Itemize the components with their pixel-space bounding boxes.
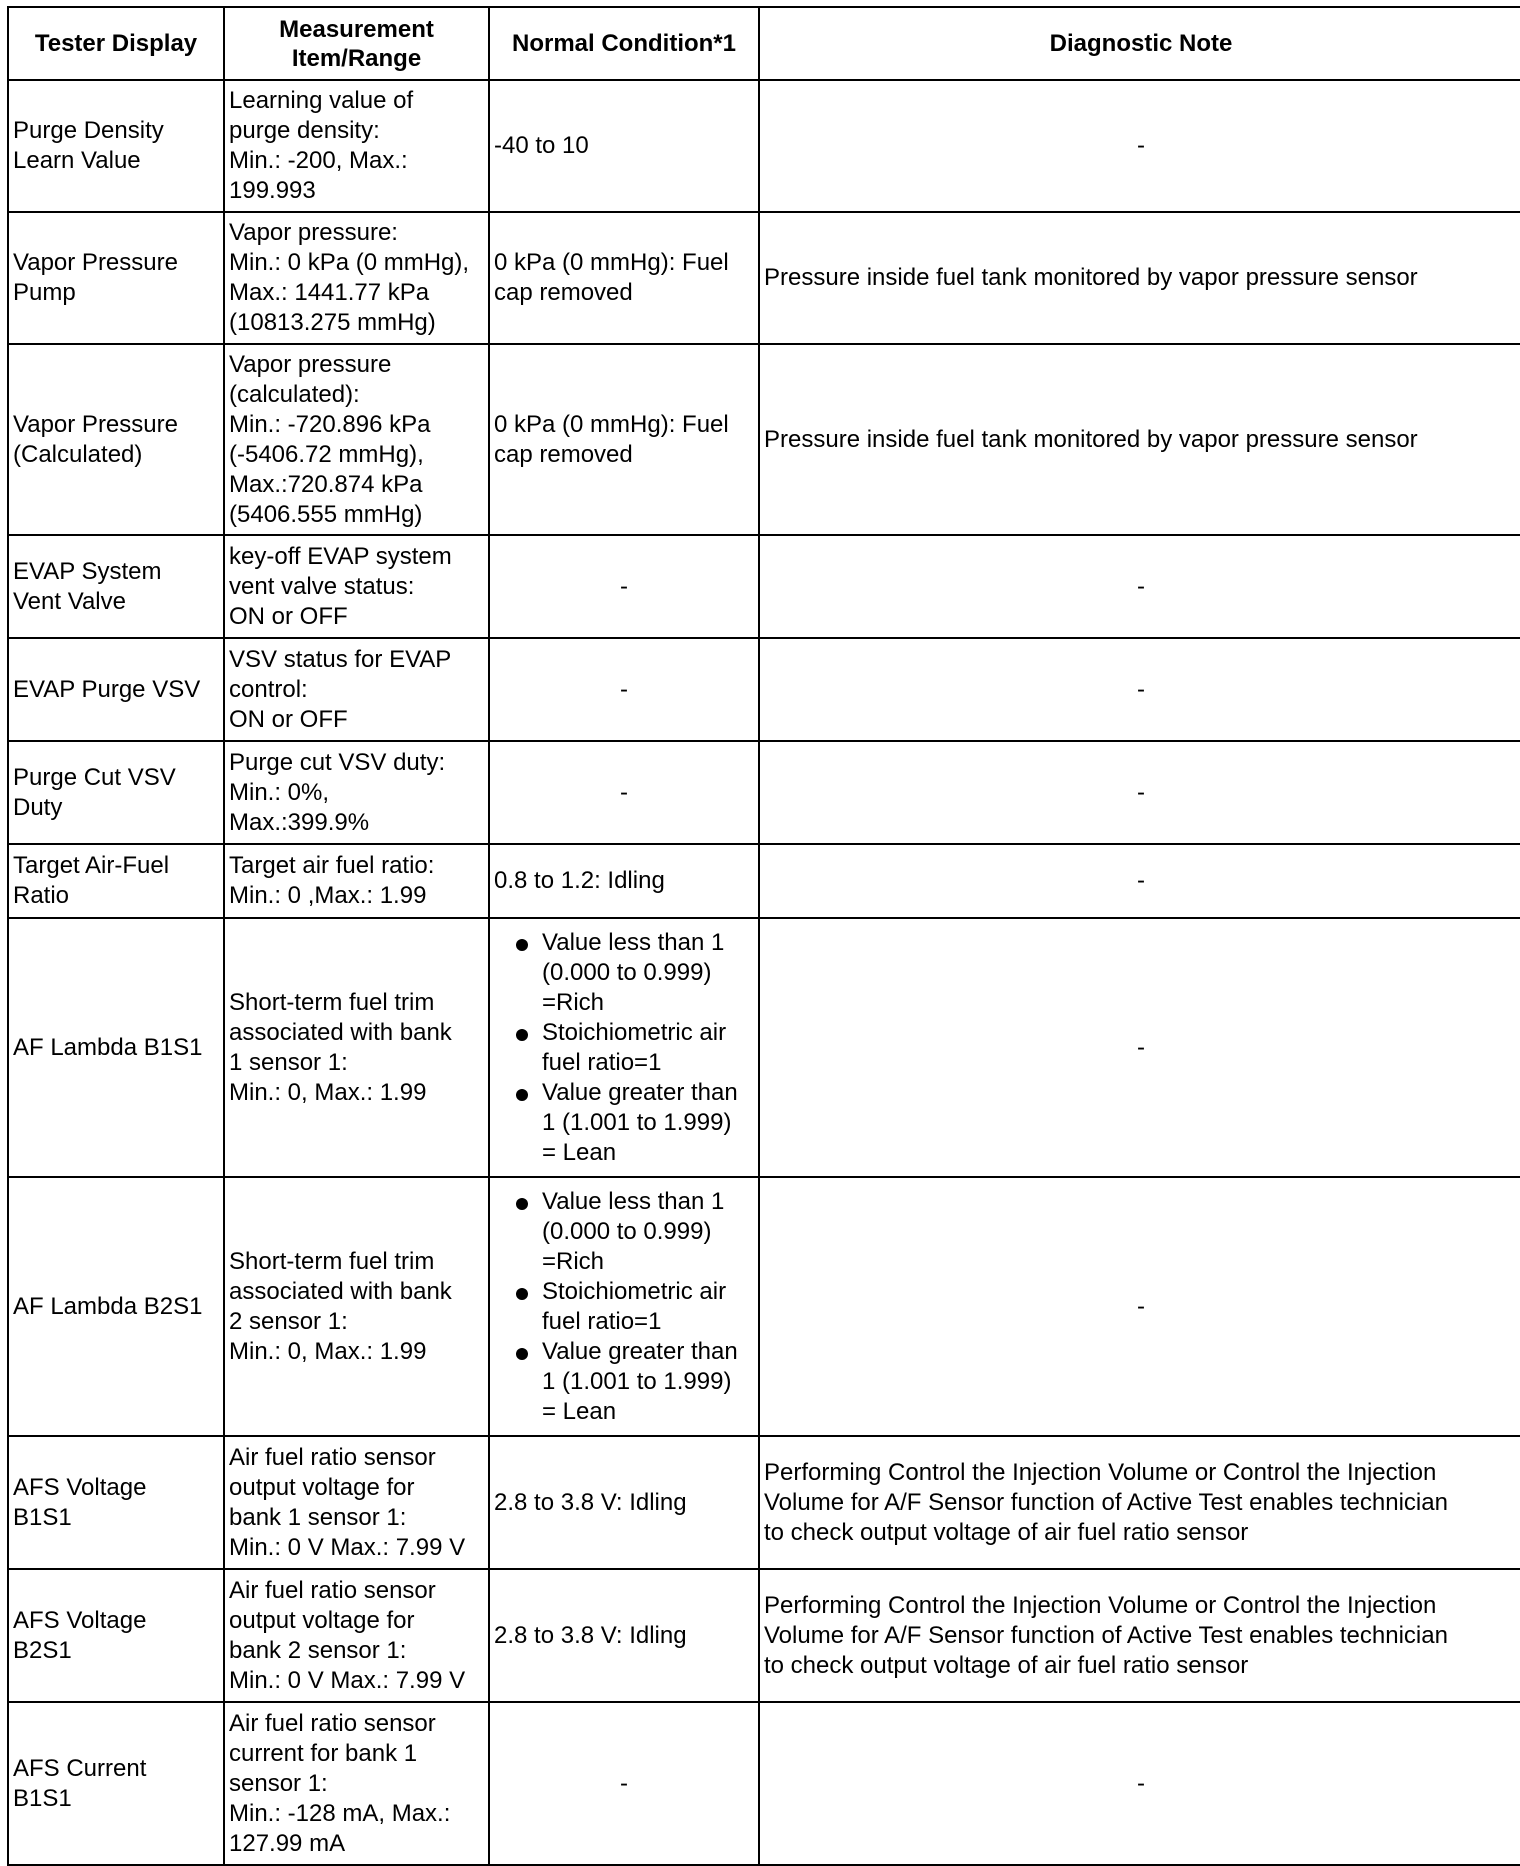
- diagnostic-note-cell: -: [759, 918, 1520, 1177]
- list-item: Value less than 1 (0.000 to 0.999) =Rich: [494, 1187, 754, 1277]
- normal-condition-cell: 2.8 to 3.8 V: Idling: [489, 1436, 759, 1569]
- measurement-cell: Short-term fuel trim associated with bank 1 sensor 1: Min.: 0, Max.: 1.99: [224, 918, 489, 1177]
- table-row: [8, 1436, 1520, 1569]
- measurement-cell: Vapor pressure: Min.: 0 kPa (0 mmHg), Max.: 1441.77 kPa (10813.275 mmHg): [224, 212, 489, 344]
- measurement-cell: Air fuel ratio sensor output voltage for bank 1 sensor 1: Min.: 0 V Max.: 7.99 V: [224, 1436, 489, 1569]
- header-row: [8, 7, 1520, 80]
- diagnostic-note-cell: -: [759, 638, 1520, 741]
- normal-condition-cell: [489, 1177, 759, 1436]
- diagnostic-note-cell: -: [759, 1702, 1520, 1865]
- diagnostic-note-cell: Performing Control the Injection Volume or Control the Injection Volume for A/F Sensor function of Active Test enables technician to check output voltage of air fuel ratio sensor: [759, 1569, 1520, 1702]
- table-row: [8, 212, 1520, 344]
- normal-condition-cell: 2.8 to 3.8 V: Idling: [489, 1569, 759, 1702]
- tester-display-cell: Target Air-Fuel Ratio: [8, 844, 224, 918]
- tester-display-cell: AFS Voltage B2S1: [8, 1569, 224, 1702]
- measurement-cell: VSV status for EVAP control: ON or OFF: [224, 638, 489, 741]
- diagnostic-note-cell: Pressure inside fuel tank monitored by vapor pressure sensor: [759, 212, 1520, 344]
- header-diagnostic-note: Diagnostic Note: [759, 7, 1520, 80]
- tester-display-cell: EVAP Purge VSV: [8, 638, 224, 741]
- table-row: [8, 844, 1520, 918]
- tester-display-cell: AF Lambda B2S1: [8, 1177, 224, 1436]
- measurement-cell: Air fuel ratio sensor current for bank 1 sensor 1: Min.: -128 mA, Max.: 127.99 mA: [224, 1702, 489, 1865]
- tester-display-cell: Purge Density Learn Value: [8, 80, 224, 212]
- measurement-cell: Learning value of purge density: Min.: -200, Max.: 199.993: [224, 80, 489, 212]
- diagnostic-note-cell: -: [759, 741, 1520, 844]
- measurement-cell: key-off EVAP system vent valve status: ON or OFF: [224, 535, 489, 638]
- diagnostic-note-cell: -: [759, 80, 1520, 212]
- diagnostic-note-cell: -: [759, 1177, 1520, 1436]
- diagnostic-note-cell: -: [759, 844, 1520, 918]
- normal-condition-cell: -: [489, 535, 759, 638]
- list-item: Value greater than 1 (1.001 to 1.999) = Lean: [494, 1337, 754, 1427]
- normal-condition-cell: -: [489, 741, 759, 844]
- normal-condition-list: [494, 928, 754, 1168]
- normal-condition-cell: -40 to 10: [489, 80, 759, 212]
- measurement-cell: Target air fuel ratio: Min.: 0 ,Max.: 1.99: [224, 844, 489, 918]
- diagnostic-note-cell: Performing Control the Injection Volume or Control the Injection Volume for A/F Sensor function of Active Test enables technician to check output voltage of air fuel ratio sensor: [759, 1436, 1520, 1569]
- header-measurement: Measurement Item/Range: [224, 7, 489, 80]
- table-row: [8, 638, 1520, 741]
- table-row: [8, 80, 1520, 212]
- header-normal-condition: Normal Condition*1: [489, 7, 759, 80]
- normal-condition-cell: 0 kPa (0 mmHg): Fuel cap removed: [489, 212, 759, 344]
- table-row: [8, 741, 1520, 844]
- table-row: [8, 344, 1520, 535]
- tester-display-cell: AFS Current B1S1: [8, 1702, 224, 1865]
- measurement-cell: Short-term fuel trim associated with bank 2 sensor 1: Min.: 0, Max.: 1.99: [224, 1177, 489, 1436]
- measurement-cell: Air fuel ratio sensor output voltage for bank 2 sensor 1: Min.: 0 V Max.: 7.99 V: [224, 1569, 489, 1702]
- normal-condition-cell: [489, 918, 759, 1177]
- normal-condition-cell: -: [489, 638, 759, 741]
- list-item: Value greater than 1 (1.001 to 1.999) = Lean: [494, 1078, 754, 1168]
- normal-condition-cell: 0.8 to 1.2: Idling: [489, 844, 759, 918]
- list-item: Stoichiometric air fuel ratio=1: [494, 1277, 754, 1337]
- header-tester-display: Tester Display: [8, 7, 224, 80]
- diagnostic-note-cell: -: [759, 535, 1520, 638]
- tester-display-cell: Vapor Pressure (Calculated): [8, 344, 224, 535]
- table-row: [8, 1569, 1520, 1702]
- table-row: [8, 535, 1520, 638]
- table-row: [8, 918, 1520, 1177]
- tester-display-cell: EVAP System Vent Valve: [8, 535, 224, 638]
- normal-condition-cell: 0 kPa (0 mmHg): Fuel cap removed: [489, 344, 759, 535]
- table-row: [8, 1177, 1520, 1436]
- list-item: Value less than 1 (0.000 to 0.999) =Rich: [494, 928, 754, 1018]
- measurement-cell: Purge cut VSV duty: Min.: 0%, Max.:399.9%: [224, 741, 489, 844]
- table-row: [8, 1702, 1520, 1865]
- measurement-cell: Vapor pressure (calculated): Min.: -720.896 kPa (-5406.72 mmHg), Max.:720.874 kPa (5406.555 mmHg): [224, 344, 489, 535]
- tester-display-cell: Vapor Pressure Pump: [8, 212, 224, 344]
- tester-display-cell: AFS Voltage B1S1: [8, 1436, 224, 1569]
- normal-condition-list: [494, 1187, 754, 1427]
- list-item: Stoichiometric air fuel ratio=1: [494, 1018, 754, 1078]
- tester-display-cell: AF Lambda B1S1: [8, 918, 224, 1177]
- normal-condition-cell: -: [489, 1702, 759, 1865]
- diagnostic-note-cell: Pressure inside fuel tank monitored by vapor pressure sensor: [759, 344, 1520, 535]
- tester-display-cell: Purge Cut VSV Duty: [8, 741, 224, 844]
- data-list-table: [7, 6, 1520, 1866]
